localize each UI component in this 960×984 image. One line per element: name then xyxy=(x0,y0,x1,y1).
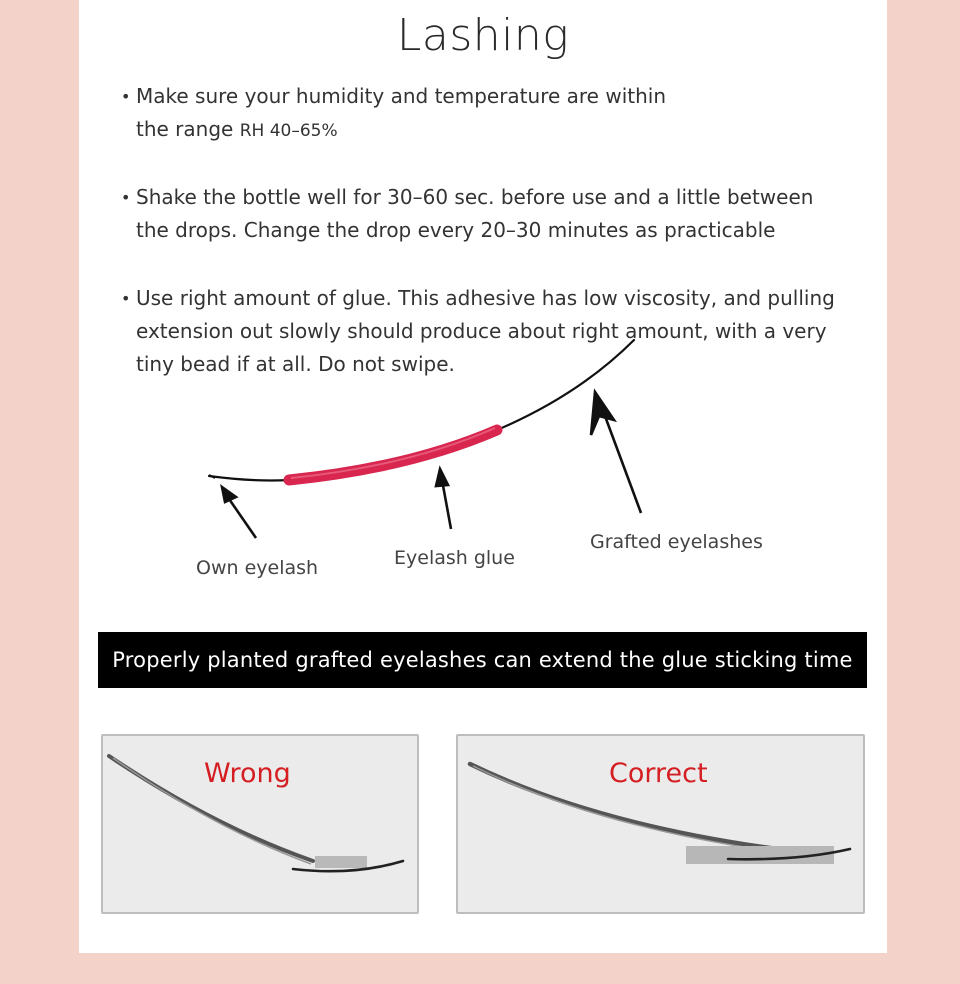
label-own-eyelash: Own eyelash xyxy=(196,557,319,579)
bullet-text-line2: the range xyxy=(136,117,240,141)
page-title: Lashing xyxy=(396,10,570,61)
humidity-range: RH 40–65% xyxy=(239,121,338,141)
bullet-text-line2: extension out slowly should produce about right amount, with a very xyxy=(136,319,827,343)
bullet-text: Use right amount of glue. This adhesive has low viscosity, and pulling xyxy=(136,286,835,310)
tip-banner: Properly planted grafted eyelashes can extend the glue sticking time xyxy=(98,632,867,688)
correct-lash-illustration xyxy=(458,736,867,916)
correct-label: Correct xyxy=(609,758,708,789)
label-eyelash-glue: Eyelash glue xyxy=(394,547,515,569)
bullet-text: Shake the bottle well for 30–60 sec. before use and a little between xyxy=(136,185,814,209)
bullet-text-line3: tiny bead if at all. Do not swipe. xyxy=(136,352,455,376)
bullet-dot-icon: • xyxy=(121,87,131,106)
label-grafted-eyelashes: Grafted eyelashes xyxy=(590,531,763,553)
wrong-lash-illustration xyxy=(103,736,421,916)
bullet-text-line2: the drops. Change the drop every 20–30 minutes as practicable xyxy=(136,218,776,242)
content-panel xyxy=(79,0,887,953)
wrong-example-box xyxy=(101,734,419,914)
correct-example-box xyxy=(456,734,865,914)
wrong-label: Wrong xyxy=(204,758,291,789)
bullet-dot-icon: • xyxy=(121,188,131,207)
bullet-text: Make sure your humidity and temperature are within xyxy=(136,84,667,108)
eyelash-diagram xyxy=(79,0,887,620)
bullet-dot-icon: • xyxy=(121,289,131,308)
